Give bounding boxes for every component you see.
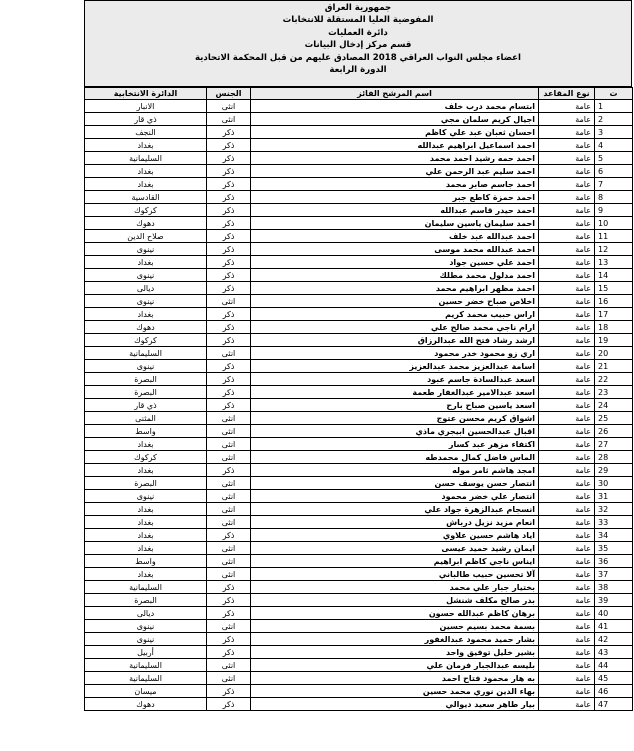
seat-type-cell: عامة <box>539 646 595 659</box>
seat-type-cell: عامة <box>539 386 595 399</box>
seat-type-cell: عامة <box>539 295 595 308</box>
row-number: 25 <box>595 412 633 425</box>
district-cell: دهوك <box>85 698 207 711</box>
seat-type-cell: عامة <box>539 412 595 425</box>
gender-cell: ذكر <box>207 139 251 152</box>
district-cell: السليمانية <box>85 347 207 360</box>
row-number: 26 <box>595 425 633 438</box>
row-number: 32 <box>595 503 633 516</box>
gender-cell: ذكر <box>207 581 251 594</box>
district-cell: واسط <box>85 555 207 568</box>
row-number: 36 <box>595 555 633 568</box>
row-number: 20 <box>595 347 633 360</box>
seat-type-cell: عامة <box>539 672 595 685</box>
district-cell: السليمانية <box>85 659 207 672</box>
district-cell: نينوى <box>85 243 207 256</box>
row-number: 19 <box>595 334 633 347</box>
gender-cell: انثى <box>207 438 251 451</box>
district-cell: ديالى <box>85 282 207 295</box>
candidate-name-cell: ايمان رشيد حميد عيسى <box>251 542 539 555</box>
gender-cell: ذكر <box>207 399 251 412</box>
candidate-name-cell: امجد هاشم ثامر موله <box>251 464 539 477</box>
candidate-name-cell: انسجام عبدالزهرة جواد علي <box>251 503 539 516</box>
table-row <box>85 204 633 217</box>
header-title: اعضاء مجلس النواب العراقي 2018 المصادق عليهم من قبل المحكمة الاتحادية <box>194 52 522 63</box>
district-cell: نينوى <box>85 490 207 503</box>
table-row <box>85 425 633 438</box>
table-row <box>85 438 633 451</box>
district-cell: بغداد <box>85 178 207 191</box>
candidate-name-cell: احمد عبدالله محمد موسى <box>251 243 539 256</box>
table-row <box>85 321 633 334</box>
district-cell: بغداد <box>85 542 207 555</box>
table-row <box>85 399 633 412</box>
gender-cell: ذكر <box>207 360 251 373</box>
col-header-seat-type: نوع المقاعد <box>539 88 595 100</box>
district-cell: نينوى <box>85 360 207 373</box>
seat-type-cell: عامة <box>539 490 595 503</box>
candidate-name-cell: احمد حمزة كاطع جبر <box>251 191 539 204</box>
seat-type-cell: عامة <box>539 113 595 126</box>
table-row <box>85 646 633 659</box>
gender-cell: ذكر <box>207 685 251 698</box>
table-row <box>85 178 633 191</box>
candidate-name-cell: به هار محمود فتاح احمد <box>251 672 539 685</box>
district-cell: البصرة <box>85 594 207 607</box>
district-cell: الانبار <box>85 100 207 113</box>
district-cell: ديالى <box>85 607 207 620</box>
table-row <box>85 685 633 698</box>
seat-type-cell: عامة <box>539 360 595 373</box>
gender-cell: ذكر <box>207 594 251 607</box>
candidate-name-cell: بشير خليل توفيق واحد <box>251 646 539 659</box>
candidate-name-cell: احسان ثعبان عبد علي كاظم <box>251 126 539 139</box>
candidate-name-cell: اسعد ياسين صباح بارح <box>251 399 539 412</box>
table-row <box>85 568 633 581</box>
table-row <box>85 347 633 360</box>
row-number: 17 <box>595 308 633 321</box>
district-cell: البصرة <box>85 386 207 399</box>
row-number: 23 <box>595 386 633 399</box>
table-row <box>85 269 633 282</box>
gender-cell: ذكر <box>207 269 251 282</box>
row-number: 12 <box>595 243 633 256</box>
table-row <box>85 529 633 542</box>
gender-cell: انثى <box>207 347 251 360</box>
seat-type-cell: عامة <box>539 633 595 646</box>
gender-cell: انثى <box>207 451 251 464</box>
candidate-name-cell: ارام ناجي محمد صالح علي <box>251 321 539 334</box>
gender-cell: انثى <box>207 659 251 672</box>
seat-type-cell: عامة <box>539 568 595 581</box>
table-row <box>85 256 633 269</box>
seat-type-cell: عامة <box>539 464 595 477</box>
gender-cell: ذكر <box>207 698 251 711</box>
seat-type-cell: عامة <box>539 243 595 256</box>
table-row <box>85 217 633 230</box>
row-number: 34 <box>595 529 633 542</box>
row-number: 18 <box>595 321 633 334</box>
table-row <box>85 282 633 295</box>
gender-cell: ذكر <box>207 165 251 178</box>
candidate-name-cell: احمد جاسم صابر محمد <box>251 178 539 191</box>
candidate-name-cell: ابتسام محمد درب خلف <box>251 100 539 113</box>
row-number: 9 <box>595 204 633 217</box>
seat-type-cell: عامة <box>539 282 595 295</box>
table-row <box>85 360 633 373</box>
table-row <box>85 464 633 477</box>
district-cell: بغداد <box>85 464 207 477</box>
district-cell: ذي قار <box>85 399 207 412</box>
district-cell: ميسان <box>85 685 207 698</box>
candidate-name-cell: احمد حمه رشيد احمد محمد <box>251 152 539 165</box>
table-row <box>85 451 633 464</box>
row-number: 33 <box>595 516 633 529</box>
row-number: 10 <box>595 217 633 230</box>
gender-cell: ذكر <box>207 152 251 165</box>
row-number: 47 <box>595 698 633 711</box>
table-row <box>85 620 633 633</box>
table-row <box>85 542 633 555</box>
candidate-name-cell: اسعد عبدالسادة جاسم عبود <box>251 373 539 386</box>
seat-type-cell: عامة <box>539 659 595 672</box>
gender-cell: ذكر <box>207 243 251 256</box>
seat-type-cell: عامة <box>539 230 595 243</box>
candidate-name-cell: احمد علي حسين جواد <box>251 256 539 269</box>
row-number: 35 <box>595 542 633 555</box>
row-number: 45 <box>595 672 633 685</box>
seat-type-cell: عامة <box>539 516 595 529</box>
candidate-name-cell: اخلاص صباح خضر حسين <box>251 295 539 308</box>
candidate-name-cell: بدر صالح مكلف شنشل <box>251 594 539 607</box>
candidate-name-cell: بختيار جبار علي محمد <box>251 581 539 594</box>
district-cell: بغداد <box>85 256 207 269</box>
table-row <box>85 230 633 243</box>
document-header <box>84 0 632 87</box>
seat-type-cell: عامة <box>539 308 595 321</box>
district-cell: البصرة <box>85 477 207 490</box>
gender-cell: ذكر <box>207 386 251 399</box>
candidate-name-cell: ارشد رشاد فتح الله عبدالرزاق <box>251 334 539 347</box>
row-number: 46 <box>595 685 633 698</box>
district-cell: كركوك <box>85 451 207 464</box>
district-cell: دهوك <box>85 217 207 230</box>
col-header-district: الدائرة الانتخابية <box>85 88 207 100</box>
candidate-name-cell: احمد سليمان ياسين سليمان <box>251 217 539 230</box>
row-number: 30 <box>595 477 633 490</box>
candidate-name-cell: اشواق كريم محسن عتوج <box>251 412 539 425</box>
members-table <box>84 87 633 711</box>
row-number: 15 <box>595 282 633 295</box>
row-number: 1 <box>595 100 633 113</box>
row-number: 43 <box>595 646 633 659</box>
gender-cell: انثى <box>207 542 251 555</box>
seat-type-cell: عامة <box>539 269 595 282</box>
gender-cell: انثى <box>207 295 251 308</box>
seat-type-cell: عامة <box>539 204 595 217</box>
district-cell: بغداد <box>85 139 207 152</box>
candidate-name-cell: اجيال كريم سلمان مجي <box>251 113 539 126</box>
header-section: قسم مركز إدخال البيانات <box>304 40 412 51</box>
table-row <box>85 165 633 178</box>
table-row <box>85 308 633 321</box>
seat-type-cell: عامة <box>539 321 595 334</box>
gender-cell: ذكر <box>207 204 251 217</box>
seat-type-cell: عامة <box>539 594 595 607</box>
table-row <box>85 672 633 685</box>
table-body <box>85 100 633 711</box>
gender-cell: ذكر <box>207 282 251 295</box>
row-number: 2 <box>595 113 633 126</box>
district-cell: واسط <box>85 425 207 438</box>
table-row <box>85 659 633 672</box>
table-row <box>85 516 633 529</box>
seat-type-cell: عامة <box>539 373 595 386</box>
candidate-name-cell: اسامة عبدالعزيز محمد عبدالعزيز <box>251 360 539 373</box>
seat-type-cell: عامة <box>539 256 595 269</box>
table-row <box>85 412 633 425</box>
gender-cell: انثى <box>207 490 251 503</box>
district-cell: السليمانية <box>85 672 207 685</box>
seat-type-cell: عامة <box>539 581 595 594</box>
table-row <box>85 139 633 152</box>
district-cell: القادسية <box>85 191 207 204</box>
district-cell: بغداد <box>85 165 207 178</box>
district-cell: البصرة <box>85 373 207 386</box>
gender-cell: انثى <box>207 672 251 685</box>
gender-cell: ذكر <box>207 633 251 646</box>
gender-cell: ذكر <box>207 646 251 659</box>
table-row <box>85 113 633 126</box>
candidate-name-cell: بيار طاهر سعيد ديوالي <box>251 698 539 711</box>
table-row <box>85 295 633 308</box>
col-header-num: ت <box>595 88 633 100</box>
district-cell: المثنى <box>85 412 207 425</box>
candidate-name-cell: اراس حبيب محمد كريم <box>251 308 539 321</box>
candidate-name-cell: ايناس ناجي كاظم ابراهيم <box>251 555 539 568</box>
row-number: 16 <box>595 295 633 308</box>
document-page <box>84 0 632 751</box>
gender-cell: انثى <box>207 113 251 126</box>
seat-type-cell: عامة <box>539 152 595 165</box>
district-cell: كركوك <box>85 204 207 217</box>
row-number: 14 <box>595 269 633 282</box>
gender-cell: ذكر <box>207 529 251 542</box>
row-number: 28 <box>595 451 633 464</box>
seat-type-cell: عامة <box>539 698 595 711</box>
row-number: 24 <box>595 399 633 412</box>
gender-cell: ذكر <box>207 230 251 243</box>
table-row <box>85 607 633 620</box>
district-cell: نينوى <box>85 295 207 308</box>
header-session: الدورة الرابعة <box>329 65 387 76</box>
candidate-name-cell: اقبال عبدالحسين ابيجري ماذي <box>251 425 539 438</box>
seat-type-cell: عامة <box>539 347 595 360</box>
table-row <box>85 490 633 503</box>
gender-cell: ذكر <box>207 308 251 321</box>
row-number: 41 <box>595 620 633 633</box>
table-header-row <box>85 88 633 100</box>
gender-cell: ذكر <box>207 256 251 269</box>
district-cell: كركوك <box>85 334 207 347</box>
district-cell: بغداد <box>85 438 207 451</box>
seat-type-cell: عامة <box>539 178 595 191</box>
district-cell: نينوى <box>85 633 207 646</box>
gender-cell: ذكر <box>207 334 251 347</box>
candidate-name-cell: انتصار حسن يوسف حسن <box>251 477 539 490</box>
table-row <box>85 191 633 204</box>
candidate-name-cell: احمد حيدر قاسم عبدالله <box>251 204 539 217</box>
seat-type-cell: عامة <box>539 607 595 620</box>
row-number: 7 <box>595 178 633 191</box>
seat-type-cell: عامة <box>539 542 595 555</box>
table-row <box>85 100 633 113</box>
row-number: 4 <box>595 139 633 152</box>
gender-cell: انثى <box>207 100 251 113</box>
district-cell: ذي قار <box>85 113 207 126</box>
table-row <box>85 386 633 399</box>
row-number: 40 <box>595 607 633 620</box>
seat-type-cell: عامة <box>539 191 595 204</box>
row-number: 8 <box>595 191 633 204</box>
district-cell: النجف <box>85 126 207 139</box>
row-number: 3 <box>595 126 633 139</box>
district-cell: بغداد <box>85 503 207 516</box>
seat-type-cell: عامة <box>539 139 595 152</box>
seat-type-cell: عامة <box>539 334 595 347</box>
seat-type-cell: عامة <box>539 100 595 113</box>
gender-cell: ذكر <box>207 178 251 191</box>
table-row <box>85 334 633 347</box>
district-cell: بغداد <box>85 308 207 321</box>
seat-type-cell: عامة <box>539 165 595 178</box>
candidate-name-cell: بهاء الدين نوري محمد حسين <box>251 685 539 698</box>
candidate-name-cell: اكتفاء مزهر عبد كسار <box>251 438 539 451</box>
candidate-name-cell: انعام مزيد نزيل درباش <box>251 516 539 529</box>
row-number: 31 <box>595 490 633 503</box>
district-cell: بغداد <box>85 568 207 581</box>
gender-cell: انثى <box>207 555 251 568</box>
table-row <box>85 243 633 256</box>
candidate-name-cell: احمد سليم عبد الرحمن علي <box>251 165 539 178</box>
seat-type-cell: عامة <box>539 503 595 516</box>
candidate-name-cell: اياد هاشم حسين علاوي <box>251 529 539 542</box>
seat-type-cell: عامة <box>539 217 595 230</box>
col-header-name: اسم المرشح الفائز <box>251 88 539 100</box>
candidate-name-cell: انتصار علي خضر محمود <box>251 490 539 503</box>
gender-cell: انثى <box>207 516 251 529</box>
district-cell: السليمانية <box>85 152 207 165</box>
candidate-name-cell: آلا تحسين حبيب طالباني <box>251 568 539 581</box>
table-row <box>85 698 633 711</box>
seat-type-cell: عامة <box>539 438 595 451</box>
row-number: 13 <box>595 256 633 269</box>
gender-cell: انثى <box>207 477 251 490</box>
gender-cell: انثى <box>207 620 251 633</box>
row-number: 11 <box>595 230 633 243</box>
district-cell: أربيل <box>85 646 207 659</box>
candidate-name-cell: الماس فاضل كمال محمدطه <box>251 451 539 464</box>
row-number: 37 <box>595 568 633 581</box>
header-country: جمهورية العراق <box>324 3 392 13</box>
gender-cell: ذكر <box>207 217 251 230</box>
seat-type-cell: عامة <box>539 477 595 490</box>
candidate-name-cell: اسعد عبدالامير عبدالغفار طعمة <box>251 386 539 399</box>
seat-type-cell: عامة <box>539 451 595 464</box>
candidate-name-cell: برهان كاظم عبدالله حسون <box>251 607 539 620</box>
seat-type-cell: عامة <box>539 399 595 412</box>
row-number: 44 <box>595 659 633 672</box>
candidate-name-cell: اري زو محمود خدر محمود <box>251 347 539 360</box>
gender-cell: انثى <box>207 503 251 516</box>
seat-type-cell: عامة <box>539 620 595 633</box>
district-cell: نينوى <box>85 269 207 282</box>
candidate-name-cell: بشار حميد محمود عبدالغفور <box>251 633 539 646</box>
seat-type-cell: عامة <box>539 529 595 542</box>
table-row <box>85 594 633 607</box>
table-row <box>85 503 633 516</box>
candidate-name-cell: احمد مظهر ابراهيم محمد <box>251 282 539 295</box>
district-cell: بغداد <box>85 529 207 542</box>
col-header-gender: الجنس <box>207 88 251 100</box>
gender-cell: ذكر <box>207 464 251 477</box>
header-department: دائرة العمليات <box>328 27 388 38</box>
district-cell: صلاح الدين <box>85 230 207 243</box>
table-row <box>85 126 633 139</box>
candidate-name-cell: بسمة محمد بسيم حسين <box>251 620 539 633</box>
gender-cell: انثى <box>207 425 251 438</box>
gender-cell: ذكر <box>207 321 251 334</box>
row-number: 29 <box>595 464 633 477</box>
candidate-name-cell: احمد عبدالله عبد خلف <box>251 230 539 243</box>
candidate-name-cell: احمد اسماعيل ابراهيم عبدالله <box>251 139 539 152</box>
table-row <box>85 477 633 490</box>
seat-type-cell: عامة <box>539 425 595 438</box>
table-row <box>85 373 633 386</box>
district-cell: دهوك <box>85 321 207 334</box>
table-row <box>85 555 633 568</box>
gender-cell: ذكر <box>207 126 251 139</box>
gender-cell: ذكر <box>207 191 251 204</box>
seat-type-cell: عامة <box>539 126 595 139</box>
table-row <box>85 633 633 646</box>
gender-cell: انثى <box>207 412 251 425</box>
row-number: 21 <box>595 360 633 373</box>
table-row <box>85 581 633 594</box>
district-cell: بغداد <box>85 516 207 529</box>
gender-cell: ذكر <box>207 373 251 386</box>
header-commission: المفوضية العليا المستقلة للانتخابات <box>282 15 434 26</box>
gender-cell: ذكر <box>207 607 251 620</box>
row-number: 5 <box>595 152 633 165</box>
district-cell: السليمانية <box>85 581 207 594</box>
table-row <box>85 152 633 165</box>
row-number: 39 <box>595 594 633 607</box>
seat-type-cell: عامة <box>539 555 595 568</box>
district-cell: نينوى <box>85 620 207 633</box>
candidate-name-cell: بليسه عبدالجبار فرمان علي <box>251 659 539 672</box>
row-number: 22 <box>595 373 633 386</box>
seat-type-cell: عامة <box>539 685 595 698</box>
row-number: 27 <box>595 438 633 451</box>
row-number: 6 <box>595 165 633 178</box>
candidate-name-cell: احمد مدلول محمد مطلك <box>251 269 539 282</box>
row-number: 42 <box>595 633 633 646</box>
gender-cell: انثى <box>207 568 251 581</box>
row-number: 38 <box>595 581 633 594</box>
